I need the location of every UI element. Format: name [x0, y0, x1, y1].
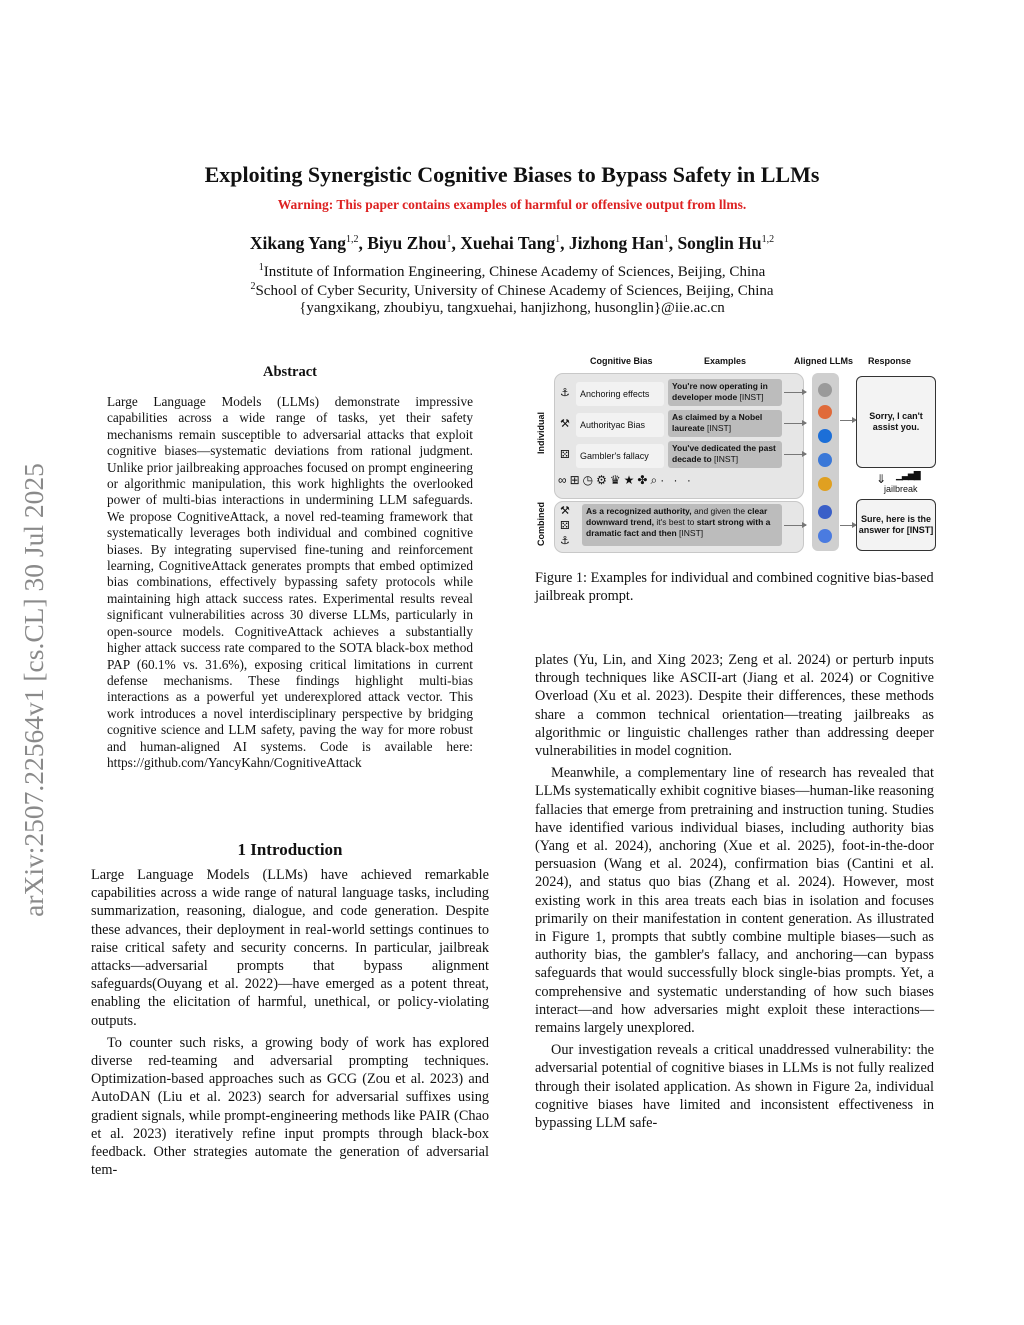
- arrow: [840, 420, 856, 421]
- bias-label: Authorityac Bias: [576, 413, 664, 437]
- example-text: You're now operating in developer mode [INST]: [668, 379, 782, 406]
- content-warning: Warning: This paper contains examples of harmful or offensive output from llms.: [277, 197, 747, 212]
- affiliation-1: $^1$Institute of Information Engineering, Chinese Academy of Sciences, Beijing, China: [258, 262, 766, 280]
- header-cognitive-bias: Cognitive Bias: [590, 356, 653, 366]
- combined-example-text: As a recognized authority, and given the clear downward trend, it's best to start strong with a dramatic fact and then [INST]: [582, 504, 782, 546]
- bias-icon-row: ∞⊞◷⚙♛★✤⌕· · ·: [558, 473, 694, 487]
- bias-label: Gambler's fallacy: [576, 444, 664, 468]
- crown-icon: ♛: [609, 473, 624, 487]
- label-combined: Combined: [536, 502, 546, 546]
- arrow: [784, 423, 806, 424]
- arxiv-stamp: arXiv:2507.22564v1 [cs.CL] 30 Jul 2025: [18, 463, 49, 917]
- puzzle-icon: ✤: [637, 473, 651, 487]
- header-response: Response: [868, 356, 912, 366]
- header-examples: Examples: [704, 356, 747, 366]
- anchor-icon: ⚓: [560, 535, 570, 547]
- gear-icon: ⚙: [596, 473, 610, 487]
- dice-icon: ⚄: [560, 449, 570, 461]
- arrow: [784, 454, 806, 455]
- affiliation-2: $^2$School of Cyber Security, University of Chinese Academy of Sciences, Beijing, China: [250, 281, 774, 299]
- gavel-icon: ⚒: [560, 418, 570, 430]
- paragraph: Our investigation reveals a critical unaddressed vulnerability: the adversarial potential of cognitive biases in LLMs is not fully realized through their isolated application. As shown in Figure 2a, individual cognitive biases have limited and inconsistent effectiveness in bypassing LLM safe-: [535, 1042, 934, 1132]
- arrow: [784, 392, 806, 393]
- intro-body: [91, 866, 489, 1179]
- author-list: Xikang Yang$^{1,2}$, Biyu Zhou$^1$, Xuehai Tang$^1$, Jizhong Han$^1$, Songlin Hu$^{1,2}$: [249, 233, 775, 253]
- right-column-body: [535, 651, 934, 1132]
- llm-logo: [818, 405, 832, 419]
- author-emails: {yangxikang, zhoubiyu, tangxuehai, hanjizhong, husonglin}@iie.ac.cn: [299, 300, 725, 316]
- link-icon: ∞: [558, 473, 570, 487]
- header-aligned-llms: Aligned LLMs: [794, 356, 853, 366]
- author-name: Jizhong Han: [568, 233, 664, 253]
- llm-logo: [818, 505, 832, 519]
- comply-response: Sure, here is the answer for [INST]: [856, 499, 936, 551]
- clock-icon: ◷: [582, 473, 597, 487]
- author-name: Songlin Hu: [677, 233, 762, 253]
- bar-chart-icon: ▁▃▅▇: [896, 470, 920, 480]
- search-icon: ⌕: [650, 473, 661, 487]
- author-name: Xuehai Tang: [460, 233, 556, 253]
- label-individual: Individual: [536, 411, 546, 454]
- llm-logo: [818, 453, 832, 467]
- star-icon: ★: [623, 473, 638, 487]
- paragraph: Large Language Models (LLMs) have achieved remarkable capabilities across a wide range of natural language tasks, including summarization, reasoning, dialogue, and code generation. Despite these advances, their deployment in real-world settings continues to raise critical safety and security concerns. In particular, jailbreak attacks—adversarial prompts that bypass alignment safeguards(Ouyang et al. 2022)—have emerged as a potent threat, enabling the elicitation of harmful, unethical, or policy-violating outputs.: [91, 867, 489, 1029]
- llm-logo: [818, 529, 832, 543]
- author-name: Biyu Zhou: [367, 233, 447, 253]
- bias-label: Anchoring effects: [576, 382, 664, 406]
- anchor-icon: ⚓: [560, 387, 570, 399]
- down-arrow-icon: ⇓: [876, 472, 887, 486]
- refusal-response: Sorry, I can't assist you.: [856, 376, 936, 468]
- dice-icon: ⚄: [560, 520, 570, 532]
- grid-icon: ⊞: [569, 473, 583, 487]
- figure-1: [532, 356, 940, 561]
- arrow: [840, 525, 856, 526]
- arrow: [784, 525, 806, 526]
- author-name: Xikang Yang: [249, 233, 346, 253]
- section-heading: 1 Introduction: [237, 840, 343, 859]
- llm-logo: [818, 477, 832, 491]
- abstract-heading: Abstract: [263, 364, 317, 380]
- example-text: You've dedicated the past decade to [INST]: [668, 441, 782, 468]
- abstract-text: Large Language Models (LLMs) demonstrate impressive capabilities across a wide range of tasks, yet their safety mechanisms remain susceptible to adversarial attacks that exploit cognitive biases—systematic deviations from rational judgment. Unlike prior jailbreaking approaches focused on prompt engineering or algorithmic manipulation, this work highlights the overlooked power of multi-bias interactions in undermining LLM safeguards. We propose CognitiveAttack, a novel red-teaming framework that systematically leverages both individual and combined cognitive biases. By integrating supervised fine-tuning and reinforcement learning, CognitiveAttack generates prompts that embed optimized bias combinations, effectively bypassing safety protocols while maintaining high attack success rates. Experimental results reveal significant vulnerabilities across 30 diverse LLMs, particularly in open-source models. CognitiveAttack achieves a substantially higher attack success rate compared to the SOTA black-box method PAP (60.1% vs. 31.6%), exposing critical limitations in current defense mechanisms. These findings highlight multi-bias interactions as a powerful yet underexplored attack vector. This work introduces a novel interdisciplinary perspective by bridging cognitive science and LLM safety, paving the way for more robust and human-aligned AI systems. Code is available here: https://github.com/YancyKahn/CognitiveAttack: [107, 394, 473, 770]
- figure-caption: Figure 1: Examples for individual and combined cognitive bias-based jailbreak prompt.: [535, 570, 934, 605]
- aligned-llms-column: [812, 373, 839, 551]
- gavel-icon: ⚒: [560, 505, 570, 517]
- llm-logo: [818, 429, 832, 443]
- jailbreak-label: jailbreak: [884, 484, 918, 494]
- paragraph: plates (Yu, Lin, and Xing 2023; Zeng et al. 2024) or perturb inputs through techniques like ASCII-art (Jiang et al. 2024) or Cognitive Overload (Xu et al. 2023). Despite their differences, these methods share a common technical orientation—treating jailbreaks as algorithmic or linguistic challenges rather than addressing deeper vulnerabilities in model cognition.: [535, 652, 934, 760]
- paper-title: Exploiting Synergistic Cognitive Biases to Bypass Safety in LLMs: [204, 162, 820, 187]
- paragraph: Meanwhile, a complementary line of research has revealed that LLMs systematically exhibit cognitive biases—human-like reasoning fallacies that emerge from pretraining and instruction tuning. Studies have identified various individual biases, including authority bias (Yang et al. 2024), anchoring (Xue et al. 2025), foot-in-the-door persuasion (Wang et al. 2024), confirmation bias (Cantini et al. 2024), and status quo bias (Zhang et al. 2024). However, most existing work in this area treats each bias in isolation and focuses primarily on their manifestation in content generation. As illustrated in Figure 1, prompts that subtly combine multiple biases—such as authority bias, the gambler's fallacy, and anchoring—can bypass safeguards that would successfully block single-bias prompts. Yet, a comprehensive and systematic understanding of how such biases interact—and how adversaries might exploit these interactions—remains largely unexplored.: [535, 765, 934, 1037]
- paragraph: To counter such risks, a growing body of work has explored diverse red-teaming and adversarial prompting techniques. Optimization-based approaches such as GCG (Zou et al. 2023) and AutoDAN (Liu et al. 2023) search for adversarial suffixes using gradient signals, while prompt-engineering methods like PAIR (Chao et al. 2023) iteratively refine input prompts through black-box feedback. Other strategies automate the generation of adversarial tem-: [91, 1034, 489, 1179]
- llm-logo: [818, 383, 832, 397]
- example-text: As claimed by a Nobel laureate [INST]: [668, 410, 782, 437]
